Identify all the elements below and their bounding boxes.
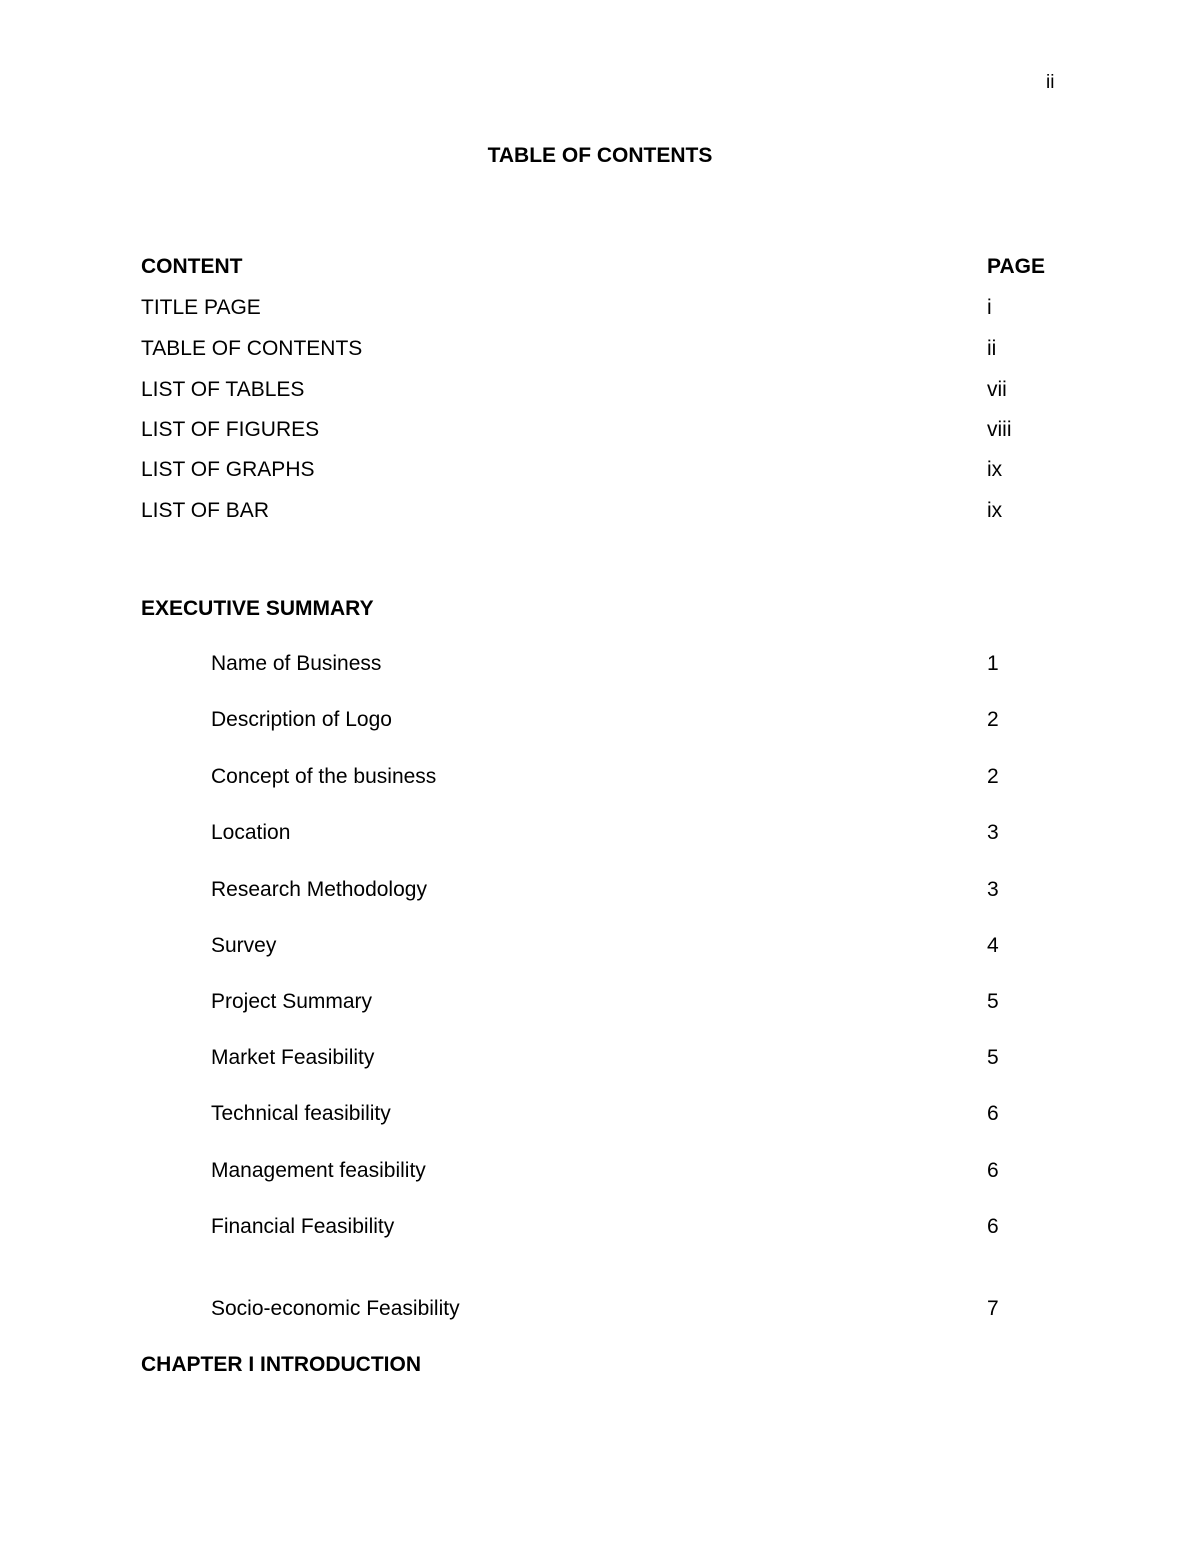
- toc-subentry-label: Project Summary: [211, 990, 373, 1013]
- toc-subentry-label: Socio-economic Feasibility: [211, 1297, 460, 1320]
- toc-entry-page: viii: [987, 418, 1012, 441]
- toc-subentry-page: 3: [987, 878, 999, 901]
- toc-subentry-page: 3: [987, 821, 999, 844]
- toc-entry-page: ix: [987, 458, 1003, 481]
- toc-subentry-page: 5: [987, 990, 999, 1013]
- chapter-heading: CHAPTER I INTRODUCTION: [141, 1353, 421, 1376]
- toc-subentry-page: 1: [987, 652, 999, 675]
- toc-entry-label: TITLE PAGE: [141, 296, 261, 319]
- toc-subentry-label: Financial Feasibility: [211, 1215, 395, 1238]
- toc-subentry-page: 4: [987, 934, 999, 957]
- toc-subentry-label: Management feasibility: [211, 1159, 426, 1182]
- page-title: TABLE OF CONTENTS: [487, 144, 713, 167]
- toc-subentry-label: Description of Logo: [211, 708, 392, 731]
- toc-entry-page: i: [987, 296, 992, 319]
- toc-subentry-label: Location: [211, 821, 291, 844]
- toc-subentry-page: 6: [987, 1159, 999, 1182]
- toc-subentry-label: Research Methodology: [211, 878, 427, 901]
- toc-entry-label: LIST OF FIGURES: [141, 418, 320, 441]
- toc-entry-label: LIST OF BAR: [141, 499, 269, 522]
- toc-entry-label: TABLE OF CONTENTS: [141, 337, 363, 360]
- toc-subentry-page: 2: [987, 765, 999, 788]
- toc-subentry-label: Concept of the business: [211, 765, 437, 788]
- page-column-header: PAGE: [987, 255, 1045, 278]
- executive-summary-heading: EXECUTIVE SUMMARY: [141, 597, 374, 620]
- toc-entry-page: vii: [987, 378, 1007, 401]
- page-number: ii: [1046, 72, 1055, 93]
- toc-entry-label: LIST OF GRAPHS: [141, 458, 315, 481]
- toc-subentry-page: 2: [987, 708, 999, 731]
- toc-entry-page: ix: [987, 499, 1003, 522]
- toc-subentry-label: Market Feasibility: [211, 1046, 375, 1069]
- toc-entry-label: LIST OF TABLES: [141, 378, 305, 401]
- toc-subentry-label: Survey: [211, 934, 277, 957]
- toc-subentry-page: 6: [987, 1102, 999, 1125]
- content-column-header: CONTENT: [141, 255, 243, 278]
- toc-subentry-page: 6: [987, 1215, 999, 1238]
- toc-subentry-page: 5: [987, 1046, 999, 1069]
- toc-subentry-page: 7: [987, 1297, 999, 1320]
- toc-entry-page: ii: [987, 337, 997, 360]
- toc-subentry-label: Technical feasibility: [211, 1102, 391, 1125]
- toc-subentry-label: Name of Business: [211, 652, 382, 675]
